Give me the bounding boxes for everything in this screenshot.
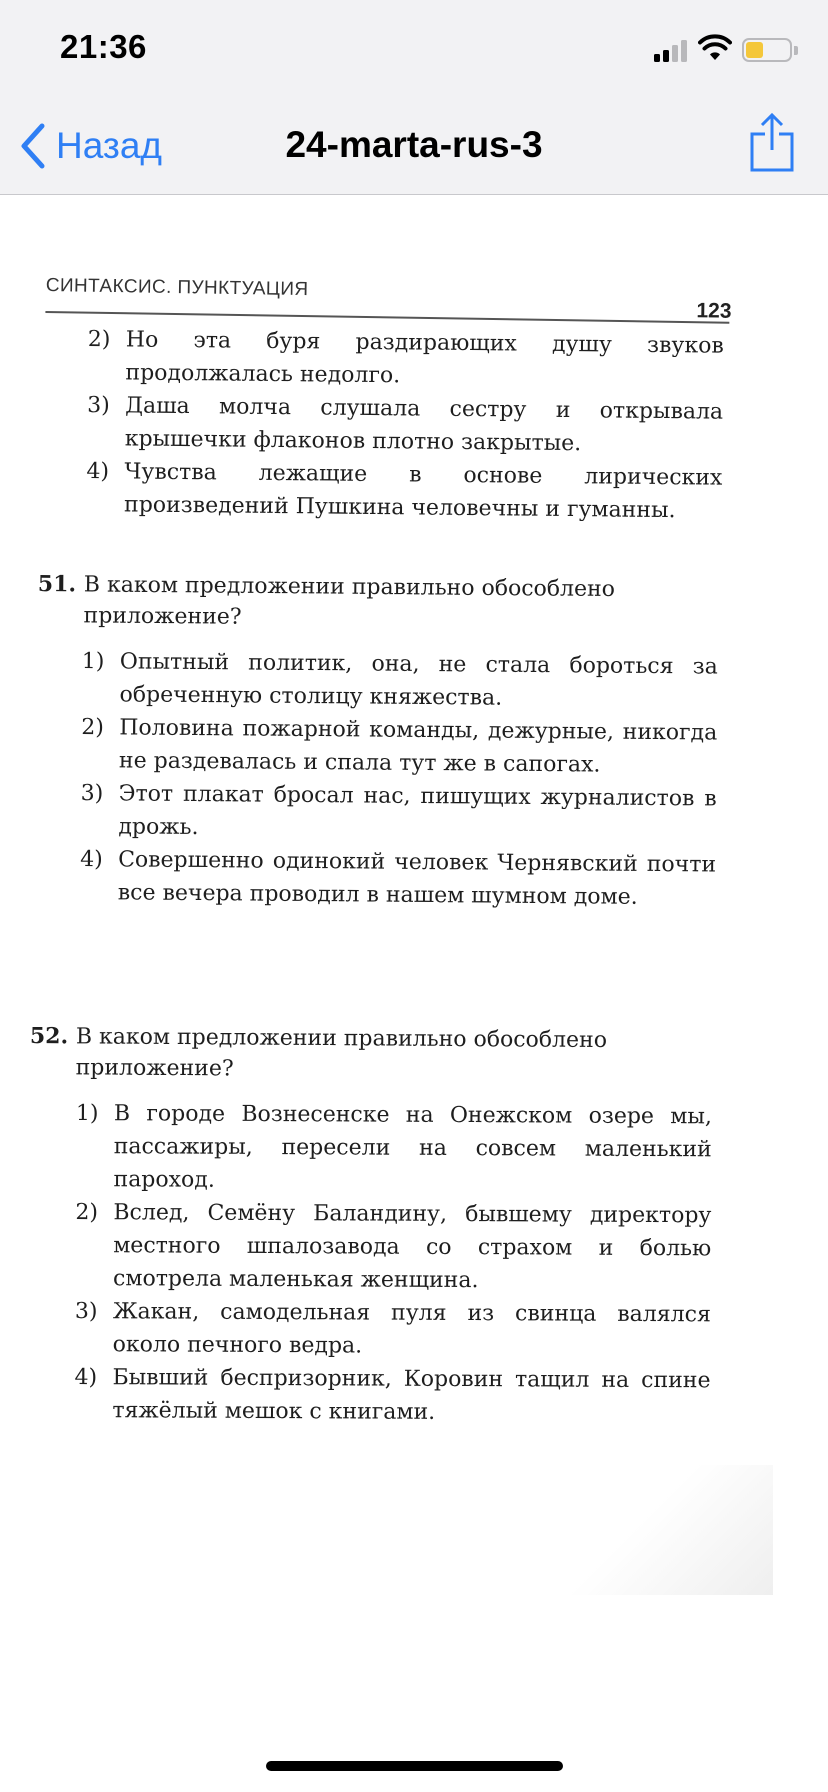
question-text: В каком предложении правильно обособлено приложение? [75, 1024, 608, 1082]
battery-icon [742, 38, 792, 62]
list-item [75, 1196, 712, 1298]
document-viewer[interactable] [0, 195, 828, 1792]
list-item [86, 455, 723, 528]
list-item [75, 1295, 711, 1364]
question-number: 52. [29, 1022, 69, 1050]
option-number: 1) [75, 1101, 99, 1127]
home-indicator[interactable] [266, 1761, 563, 1771]
option-number: 3) [74, 1298, 98, 1325]
option-text: Половина пожарной команды, дежурные, никогда не раздевалась и спала тут же в сапогах. [118, 715, 718, 778]
list-item [87, 389, 724, 462]
list-item [74, 1361, 710, 1430]
list-item [81, 711, 718, 783]
option-number: 3) [87, 392, 110, 419]
option-text: Бывший беспризорник, Коровин тащил на спине тяжёлый мешок с книгами. [112, 1365, 711, 1425]
question-52-options [74, 1097, 712, 1430]
question-text: В каком предложении правильно обособлено приложение? [83, 572, 616, 630]
option-number: 4) [86, 458, 110, 485]
page-header [45, 275, 732, 323]
option-number: 1) [81, 648, 105, 675]
share-icon[interactable] [748, 112, 796, 174]
signal-bar-1 [654, 54, 660, 62]
section-title: СИНТАКСИС. ПУНКТУАЦИЯ [45, 275, 309, 301]
header-rule [45, 311, 729, 324]
cellular-signal-icon [654, 40, 690, 62]
question-51 [37, 569, 722, 637]
option-text: Но эта буря раздирающих душу звуков продолжалась недолго. [125, 327, 724, 389]
list-item [80, 777, 717, 849]
list-item [75, 1097, 712, 1199]
wifi-icon [698, 34, 732, 62]
option-number: 2) [81, 714, 104, 741]
prev-question-options [86, 323, 724, 528]
option-text: Совершенно одинокий человек Чернявский почти все вечера проводил в нашем шумном доме. [117, 847, 717, 910]
list-item [80, 843, 717, 915]
signal-bar-3 [672, 45, 678, 62]
question-number: 51. [37, 570, 77, 598]
signal-bar-4 [681, 40, 687, 62]
back-label: Назад [56, 125, 163, 166]
option-number: 2) [87, 326, 111, 353]
option-text: Вслед, Семёну Баландину, бывшему директору местного шпалозавода со страхом и болью смотрела маленькая женщина. [112, 1200, 712, 1294]
option-text: Этот плакат бросал нас, пишущих журналистов в дрожь. [118, 781, 717, 841]
question-heading [30, 1021, 720, 1088]
option-number: 4) [74, 1364, 98, 1391]
option-text: Опытный политик, она, не стала бороться за обреченную столицу княжества. [119, 649, 718, 711]
option-text: Даша молча слушала сестру и открывала крышечки флаконов плотно закрытые. [124, 393, 724, 457]
option-text: Жакан, самодельная пуля из свинца валялся около печного ведра. [112, 1299, 711, 1359]
question-heading [37, 569, 722, 637]
option-text: Чувства лежащие в основе лирических произведений Пушкина человечны и гуманны. [123, 459, 723, 524]
option-number: 3) [80, 780, 104, 807]
battery-level [746, 42, 763, 58]
page-number: 123 [696, 299, 732, 323]
battery-tip [794, 46, 798, 55]
list-item [87, 323, 724, 396]
option-number: 4) [80, 846, 103, 873]
question-51-options [80, 645, 718, 915]
question-52 [30, 1021, 720, 1088]
list-item [81, 645, 718, 717]
page-title: 24-marta-rus-3 [285, 124, 543, 165]
navigation-bar [0, 100, 828, 195]
status-time: 21:36 [60, 28, 147, 65]
option-text: В городе Вознесенске на Онежском озере мы, пассажиры, пересели на совсем маленький пароход. [113, 1101, 712, 1193]
status-bar [0, 0, 828, 100]
signal-bar-2 [663, 50, 669, 62]
scan-shadow [560, 1465, 773, 1595]
option-number: 2) [75, 1199, 99, 1226]
